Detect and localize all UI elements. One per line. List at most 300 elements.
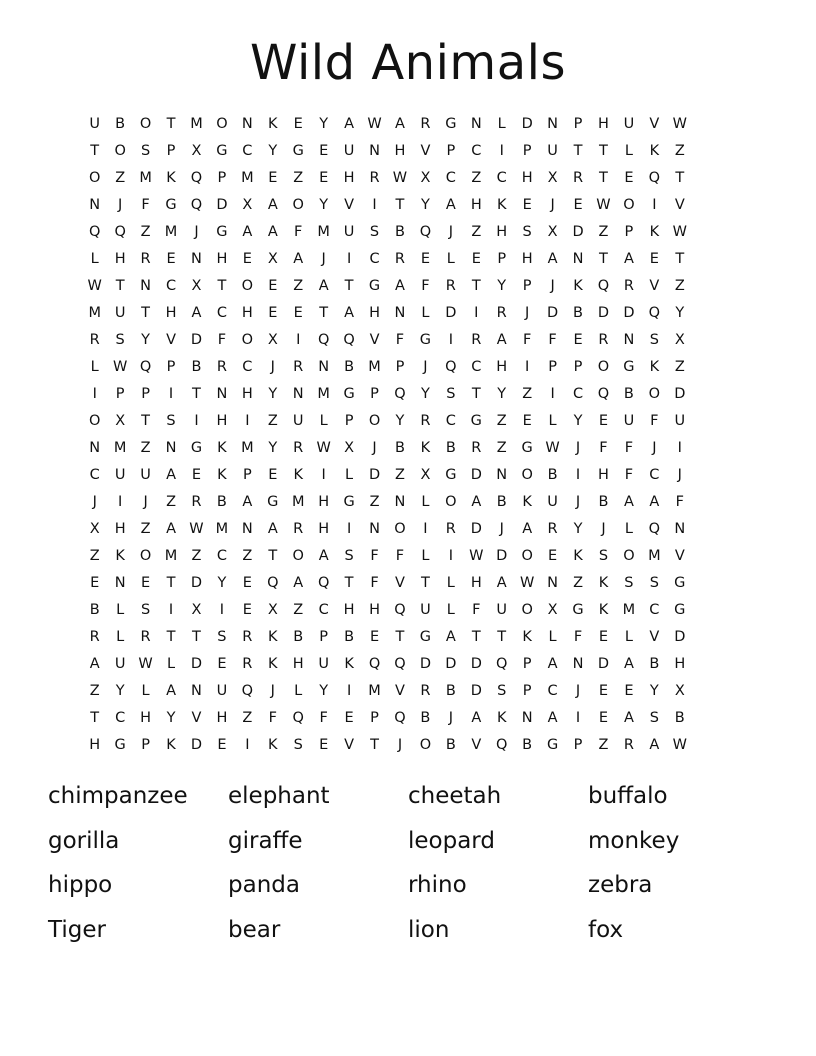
grid-letter: M — [88, 305, 101, 321]
grid-row — [82, 516, 744, 543]
grid-letter: O — [445, 494, 457, 510]
grid-letter: Z — [293, 602, 304, 618]
grid-letter: Q — [190, 170, 203, 186]
grid-letter: R — [572, 170, 584, 186]
grid-letter: S — [369, 224, 380, 240]
grid-letter: O — [623, 548, 635, 564]
grid-letter: Z — [496, 440, 507, 456]
grid-letter: X — [674, 683, 685, 699]
grid-letter: F — [624, 440, 634, 456]
grid-letter: K — [268, 737, 278, 753]
grid-letter: I — [346, 683, 352, 699]
grid-letter: I — [575, 467, 581, 483]
grid-letter: O — [292, 548, 304, 564]
grid-letter: S — [624, 575, 634, 591]
grid-letter: B — [344, 359, 355, 375]
grid-letter: I — [118, 494, 123, 510]
grid-letter: D — [190, 332, 203, 348]
grid-letter: Z — [293, 278, 304, 294]
grid-letter: S — [115, 332, 125, 348]
grid-letter: H — [521, 251, 533, 267]
grid-letter: O — [292, 197, 304, 213]
grid-letter: P — [370, 710, 379, 726]
grid-letter: E — [217, 737, 227, 753]
grid-letter: S — [140, 602, 151, 618]
grid-row — [82, 354, 744, 381]
grid-letter: Y — [573, 521, 583, 537]
grid-letter: T — [599, 170, 608, 186]
grid-letter: J — [550, 278, 555, 294]
grid-letter: D — [547, 305, 559, 321]
grid-letter: A — [293, 251, 304, 267]
page-title: Wild Animals — [250, 35, 566, 91]
grid-letter: H — [216, 710, 228, 726]
grid-letter: J — [194, 224, 199, 240]
grid-letter: D — [419, 656, 431, 672]
grid-letter: Z — [242, 548, 253, 564]
grid-letter: Y — [497, 386, 507, 402]
grid-letter: H — [521, 170, 533, 186]
grid-letter: X — [191, 602, 202, 618]
grid-letter: E — [319, 737, 329, 753]
grid-letter: B — [496, 494, 507, 510]
word-bank-item: gorilla — [48, 827, 120, 854]
word-search-grid — [82, 111, 744, 759]
grid-letter: U — [623, 116, 635, 132]
grid-letter: D — [496, 548, 508, 564]
grid-letter: Z — [140, 440, 151, 456]
grid-letter: J — [575, 683, 581, 699]
grid-letter: K — [522, 629, 532, 645]
grid-letter: T — [344, 575, 354, 591]
grid-letter: L — [624, 143, 633, 159]
grid-letter: N — [623, 332, 635, 348]
grid-letter: P — [141, 386, 150, 402]
grid-letter: F — [141, 197, 150, 213]
grid-letter: A — [395, 116, 405, 132]
grid-letter: L — [497, 116, 506, 132]
grid-letter: F — [395, 548, 405, 564]
grid-letter: J — [372, 440, 377, 456]
grid-letter: S — [598, 548, 609, 564]
grid-letter: Y — [420, 197, 430, 213]
grid-letter: U — [216, 683, 228, 699]
grid-letter: V — [674, 197, 685, 213]
grid-letter: P — [573, 116, 583, 132]
grid-letter: L — [90, 251, 99, 267]
grid-letter: K — [496, 197, 507, 213]
grid-row — [82, 624, 744, 651]
grid-letter: O — [241, 332, 254, 348]
grid-letter: I — [474, 305, 479, 321]
grid-letter: T — [599, 251, 608, 267]
grid-letter: N — [572, 656, 584, 672]
grid-letter: M — [622, 602, 636, 618]
grid-row — [82, 408, 744, 435]
grid-letter: K — [598, 575, 609, 591]
grid-letter: L — [446, 602, 455, 618]
grid-letter: I — [677, 440, 682, 456]
grid-letter: H — [292, 656, 304, 672]
grid-letter: K — [573, 548, 583, 564]
grid-letter: M — [139, 170, 152, 186]
grid-letter: D — [190, 737, 203, 753]
grid-letter: R — [420, 116, 431, 132]
grid-letter: Y — [420, 386, 430, 402]
grid-letter: C — [445, 170, 456, 186]
grid-letter: P — [522, 656, 532, 672]
grid-letter: A — [242, 494, 253, 510]
grid-letter: T — [573, 143, 583, 159]
grid-letter: A — [344, 116, 355, 132]
grid-letter: Z — [89, 548, 100, 564]
grid-letter: I — [346, 251, 352, 267]
grid-letter: E — [293, 305, 303, 321]
grid-letter: W — [367, 116, 382, 132]
grid-letter: A — [471, 494, 482, 510]
grid-row — [82, 327, 744, 354]
grid-letter: H — [343, 602, 355, 618]
grid-letter: A — [623, 656, 634, 672]
grid-letter: Y — [395, 413, 405, 429]
grid-letter: T — [166, 629, 176, 645]
grid-letter: P — [166, 359, 176, 375]
grid-letter: E — [369, 629, 380, 645]
grid-letter: I — [168, 386, 174, 402]
grid-letter: O — [89, 170, 101, 186]
grid-letter: Q — [317, 332, 330, 348]
grid-letter: D — [470, 521, 482, 537]
grid-letter: S — [649, 332, 659, 348]
grid-letter: P — [522, 278, 532, 294]
grid-letter: H — [165, 305, 177, 321]
grid-letter: Q — [89, 224, 101, 240]
grid-letter: F — [370, 548, 379, 564]
grid-row — [82, 300, 744, 327]
grid-letter: J — [525, 305, 530, 321]
grid-letter: L — [345, 467, 354, 483]
grid-letter: E — [166, 251, 176, 267]
grid-letter: B — [522, 737, 533, 753]
grid-row — [82, 705, 744, 732]
grid-letter: N — [394, 305, 406, 321]
grid-letter: R — [293, 521, 304, 537]
grid-letter: O — [648, 386, 661, 402]
grid-letter: E — [420, 251, 430, 267]
grid-letter: R — [623, 278, 634, 294]
grid-letter: Q — [114, 224, 126, 240]
grid-letter: M — [164, 224, 178, 240]
grid-letter: R — [420, 413, 431, 429]
grid-letter: H — [369, 602, 380, 618]
grid-letter: U — [496, 602, 508, 618]
word-bank-item: cheetah — [408, 783, 502, 809]
grid-letter: J — [143, 494, 148, 510]
grid-letter: X — [267, 251, 278, 267]
word-bank-item: chimpanzee — [48, 783, 188, 809]
grid-letter: Z — [471, 170, 482, 186]
grid-letter: C — [496, 170, 507, 186]
grid-letter: Y — [141, 332, 151, 348]
grid-letter: F — [395, 332, 405, 348]
grid-letter: Q — [648, 521, 661, 537]
grid-letter: A — [318, 548, 329, 564]
grid-letter: J — [118, 197, 123, 213]
grid-letter: O — [139, 116, 152, 132]
grid-letter: H — [470, 575, 482, 591]
grid-row — [82, 651, 744, 678]
grid-letter: G — [419, 332, 432, 348]
grid-letter: D — [623, 305, 635, 321]
word-bank-item: lion — [408, 916, 450, 943]
grid-letter: D — [470, 467, 482, 483]
grid-letter: T — [370, 737, 379, 753]
grid-letter: F — [319, 710, 328, 726]
word-bank-item: buffalo — [588, 783, 668, 809]
grid-letter: A — [649, 494, 660, 510]
grid-letter: B — [293, 629, 304, 645]
grid-letter: Z — [598, 737, 609, 753]
grid-letter: V — [471, 737, 482, 753]
grid-row — [82, 489, 744, 516]
grid-letter: T — [166, 575, 176, 591]
grid-letter: P — [166, 143, 176, 159]
grid-letter: K — [166, 170, 176, 186]
grid-letter: N — [241, 116, 253, 132]
grid-letter: Y — [268, 440, 278, 456]
grid-letter: K — [268, 116, 278, 132]
grid-letter: Z — [674, 278, 685, 294]
grid-letter: I — [296, 332, 301, 348]
word-bank-item: Tiger — [48, 916, 106, 943]
grid-letter: T — [141, 305, 151, 321]
grid-letter: Z — [471, 224, 482, 240]
grid-letter: K — [293, 467, 303, 483]
grid-letter: Z — [191, 548, 202, 564]
grid-letter: P — [370, 386, 379, 402]
grid-letter: M — [241, 170, 254, 186]
grid-letter: K — [573, 278, 583, 294]
grid-letter: L — [624, 629, 633, 645]
grid-letter: Z — [598, 224, 609, 240]
grid-letter: N — [369, 521, 380, 537]
grid-letter: S — [217, 629, 227, 645]
grid-letter: B — [445, 737, 456, 753]
grid-letter: W — [519, 575, 535, 591]
grid-letter: T — [471, 629, 481, 645]
grid-letter: A — [166, 467, 176, 483]
grid-letter: O — [521, 467, 533, 483]
grid-letter: L — [319, 413, 328, 429]
grid-letter: Q — [267, 575, 279, 591]
grid-letter: V — [395, 575, 405, 591]
grid-letter: A — [166, 683, 176, 699]
grid-letter: V — [344, 737, 355, 753]
grid-letter: O — [114, 143, 126, 159]
grid-letter: N — [470, 116, 482, 132]
grid-letter: T — [268, 548, 278, 564]
grid-letter: J — [448, 224, 453, 240]
grid-letter: S — [649, 575, 659, 591]
grid-letter: U — [114, 467, 126, 483]
grid-letter: N — [191, 683, 202, 699]
grid-letter: B — [445, 683, 456, 699]
grid-letter: H — [496, 359, 508, 375]
grid-letter: H — [318, 521, 330, 537]
grid-letter: C — [445, 413, 456, 429]
grid-letter: J — [423, 359, 428, 375]
grid-letter: Z — [115, 170, 126, 186]
grid-letter: O — [394, 521, 406, 537]
grid-letter: I — [499, 143, 504, 159]
grid-letter: P — [624, 224, 634, 240]
word-bank-item: fox — [588, 916, 624, 943]
grid-letter: U — [343, 224, 355, 240]
grid-letter: W — [672, 737, 687, 753]
grid-letter: K — [115, 548, 125, 564]
grid-letter: F — [522, 332, 532, 348]
grid-letter: S — [649, 710, 659, 726]
grid-letter: H — [598, 116, 609, 132]
grid-letter: L — [90, 359, 99, 375]
grid-letter: R — [191, 494, 202, 510]
word-bank-item: hippo — [48, 872, 113, 898]
word-bank-item: zebra — [588, 872, 653, 898]
grid-letter: R — [216, 359, 227, 375]
grid-letter: Q — [597, 386, 610, 402]
grid-letter: N — [318, 359, 330, 375]
grid-letter: V — [166, 332, 176, 348]
grid-row — [82, 462, 744, 489]
grid-letter: H — [114, 251, 126, 267]
grid-letter: W — [672, 224, 687, 240]
grid-letter: O — [139, 548, 152, 564]
grid-letter: Q — [317, 575, 330, 591]
grid-letter: K — [268, 656, 278, 672]
grid-letter: P — [573, 737, 583, 753]
grid-letter: K — [522, 494, 532, 510]
grid-letter: M — [291, 494, 305, 510]
grid-letter: N — [89, 440, 101, 456]
grid-letter: A — [89, 656, 100, 672]
grid-letter: O — [521, 548, 533, 564]
grid-letter: V — [649, 629, 660, 645]
grid-letter: F — [268, 710, 277, 726]
grid-letter: C — [216, 305, 227, 321]
word-bank-item: leopard — [408, 827, 495, 854]
grid-letter: E — [242, 602, 252, 618]
grid-letter: R — [140, 629, 151, 645]
grid-letter: O — [368, 413, 381, 429]
grid-letter: R — [598, 332, 609, 348]
grid-letter: R — [445, 278, 456, 294]
grid-letter: W — [545, 440, 560, 456]
grid-letter: Q — [394, 386, 406, 402]
grid-letter: T — [90, 710, 100, 726]
grid-letter: V — [649, 278, 660, 294]
grid-letter: Q — [394, 602, 406, 618]
grid-letter: H — [343, 170, 355, 186]
grid-letter: V — [369, 332, 380, 348]
grid-letter: N — [521, 710, 533, 726]
grid-letter: P — [141, 737, 150, 753]
grid-letter: N — [547, 116, 559, 132]
grid-letter: R — [445, 521, 456, 537]
grid-letter: B — [394, 440, 405, 456]
grid-letter: A — [522, 521, 533, 537]
grid-letter: F — [217, 332, 227, 348]
grid-letter: O — [89, 413, 101, 429]
word-bank-item: panda — [228, 872, 300, 898]
grid-letter: G — [216, 224, 228, 240]
grid-letter: H — [241, 305, 253, 321]
grid-letter: A — [445, 629, 456, 645]
grid-letter: A — [496, 575, 507, 591]
grid-letter: I — [448, 332, 453, 348]
grid-letter: N — [547, 575, 559, 591]
grid-letter: W — [112, 359, 128, 375]
grid-letter: C — [471, 143, 482, 159]
grid-letter: H — [140, 710, 152, 726]
grid-letter: U — [547, 494, 558, 510]
grid-letter: D — [445, 656, 457, 672]
grid-row — [82, 165, 744, 192]
grid-letter: J — [270, 359, 275, 375]
grid-letter: N — [216, 386, 228, 402]
word-bank-item: rhino — [408, 872, 467, 898]
grid-letter: Z — [267, 413, 278, 429]
grid-letter: T — [471, 278, 481, 294]
grid-letter: I — [550, 386, 555, 402]
grid-letter: F — [573, 629, 583, 645]
grid-letter: A — [547, 710, 558, 726]
grid-letter: T — [471, 386, 481, 402]
grid-letter: P — [344, 413, 354, 429]
grid-letter: B — [191, 359, 202, 375]
grid-letter: C — [572, 386, 584, 402]
grid-letter: K — [649, 359, 660, 375]
grid-letter: D — [445, 305, 457, 321]
grid-letter: M — [368, 683, 381, 699]
grid-letter: G — [343, 494, 355, 510]
grid-letter: A — [623, 251, 634, 267]
grid-letter: E — [319, 170, 329, 186]
word-bank-item: bear — [228, 916, 281, 943]
grid-letter: C — [89, 467, 100, 483]
grid-letter: Z — [293, 170, 304, 186]
grid-letter: Z — [242, 710, 253, 726]
grid-letter: E — [319, 143, 329, 159]
grid-letter: B — [649, 656, 660, 672]
grid-letter: O — [623, 197, 635, 213]
grid-letter: A — [191, 305, 202, 321]
grid-letter: E — [191, 467, 202, 483]
grid-letter: I — [245, 413, 250, 429]
grid-letter: C — [242, 143, 253, 159]
grid-letter: E — [90, 575, 100, 591]
grid-letter: G — [623, 359, 635, 375]
grid-letter: Q — [419, 224, 432, 240]
grid-letter: D — [216, 197, 228, 213]
grid-letter: V — [420, 143, 431, 159]
grid-row — [82, 381, 744, 408]
grid-letter: J — [92, 494, 97, 510]
grid-letter: C — [369, 251, 380, 267]
grid-letter: H — [598, 467, 609, 483]
grid-letter: G — [546, 737, 559, 753]
grid-letter: H — [470, 197, 482, 213]
grid-letter: M — [113, 440, 127, 456]
